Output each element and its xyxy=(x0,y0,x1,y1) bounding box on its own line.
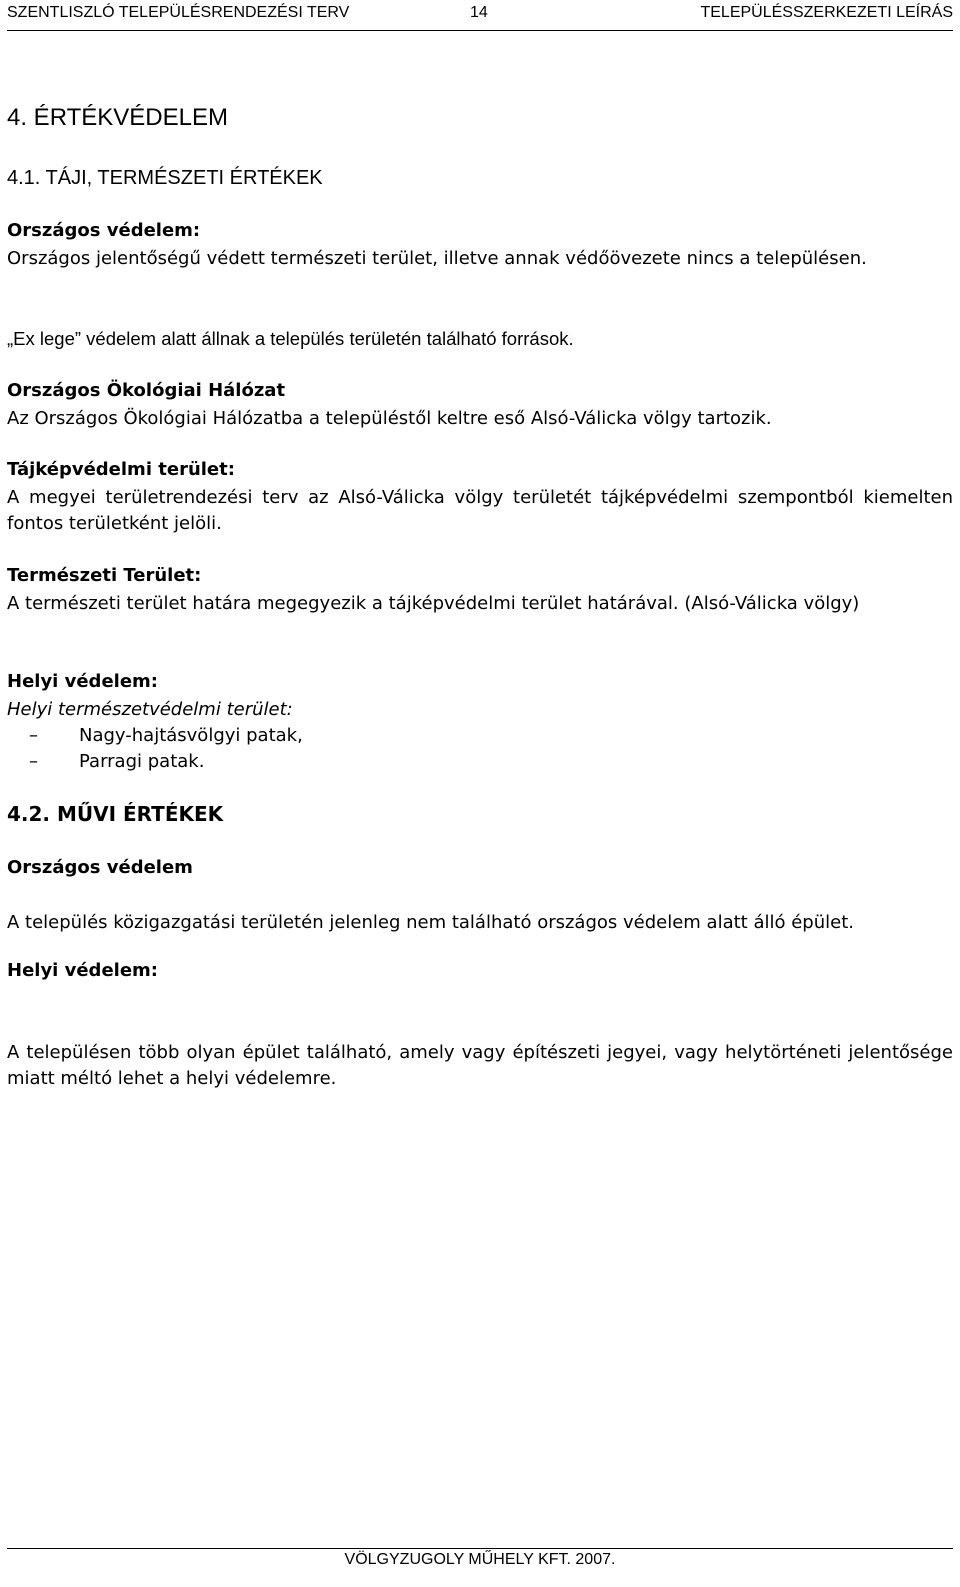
okologiai-halozat-text: Az Országos Ökológiai Hálózatba a településtől keltre eső Alsó-Válicka völgy tartozik. xyxy=(7,408,772,429)
helyi-termeszetvedelmi-label: Helyi természetvédelmi terület: xyxy=(7,699,293,720)
helyi-vedett-list xyxy=(7,723,953,775)
orszagos-vedelem-2-label: Országos védelem xyxy=(7,857,193,878)
header-title-right: TELEPÜLÉSSZERKEZETI LEÍRÁS xyxy=(700,4,953,21)
termeszeti-terulet-text: A természeti terület határa megegyezik a tájképvédelmi terület határával. (Alsó-Válicka völgy) xyxy=(7,593,860,614)
subsection-heading-tajak: 4.1. TÁJI, TERMÉSZETI ÉRTÉKEK xyxy=(7,167,323,189)
orszagos-vedelem-label: Országos védelem: xyxy=(7,220,201,241)
page-footer: VÖLGYZUGOLY MŰHELY KFT. 2007. xyxy=(7,1548,953,1569)
ex-lege-text: „Ex lege” védelem alatt állnak a település területén található források. xyxy=(7,328,574,349)
orszagos-vedelem-2-text: A település közigazgatási területén jelenleg nem található országos védelem alatt álló épület. xyxy=(7,912,854,933)
helyi-vedelem-2-text: A településen több olyan épület található, amely vagy építészeti jegyei, vagy helytörténeti jelentősége miatt méltó lehet a helyi védelemre. xyxy=(7,1042,953,1089)
page-number: 14 xyxy=(470,4,488,21)
list-item: – Nagy-hajtásvölgyi patak, xyxy=(7,723,953,749)
section-heading: 4. ÉRTÉKVÉDELEM xyxy=(7,104,228,131)
header-title-left: SZENTLISZLÓ TELEPÜLÉSRENDEZÉSI TERV xyxy=(7,4,350,21)
helyi-vedelem-label: Helyi védelem: xyxy=(7,671,158,692)
helyi-vedelem-2-label: Helyi védelem: xyxy=(7,960,158,981)
list-item: – Parragi patak. xyxy=(7,749,953,775)
okologiai-halozat-label: Országos Ökológiai Hálózat xyxy=(7,380,286,401)
subsection-heading-muvi: 4.2. MŰVI ÉRTÉKEK xyxy=(7,802,224,826)
orszagos-vedelem-text: Országos jelentőségű védett természeti terület, illetve annak védőövezete nincs a településen. xyxy=(7,248,867,269)
page-header xyxy=(7,0,953,31)
tajkepvedelmi-text: A megyei területrendezési terv az Alsó-Válicka völgy területét tájképvédelmi szempontból kiemelten fontos területként jelöli. xyxy=(7,487,953,534)
termeszeti-terulet-label: Természeti Terület: xyxy=(7,565,202,586)
tajkepvedelmi-label: Tájképvédelmi terület: xyxy=(7,459,235,480)
